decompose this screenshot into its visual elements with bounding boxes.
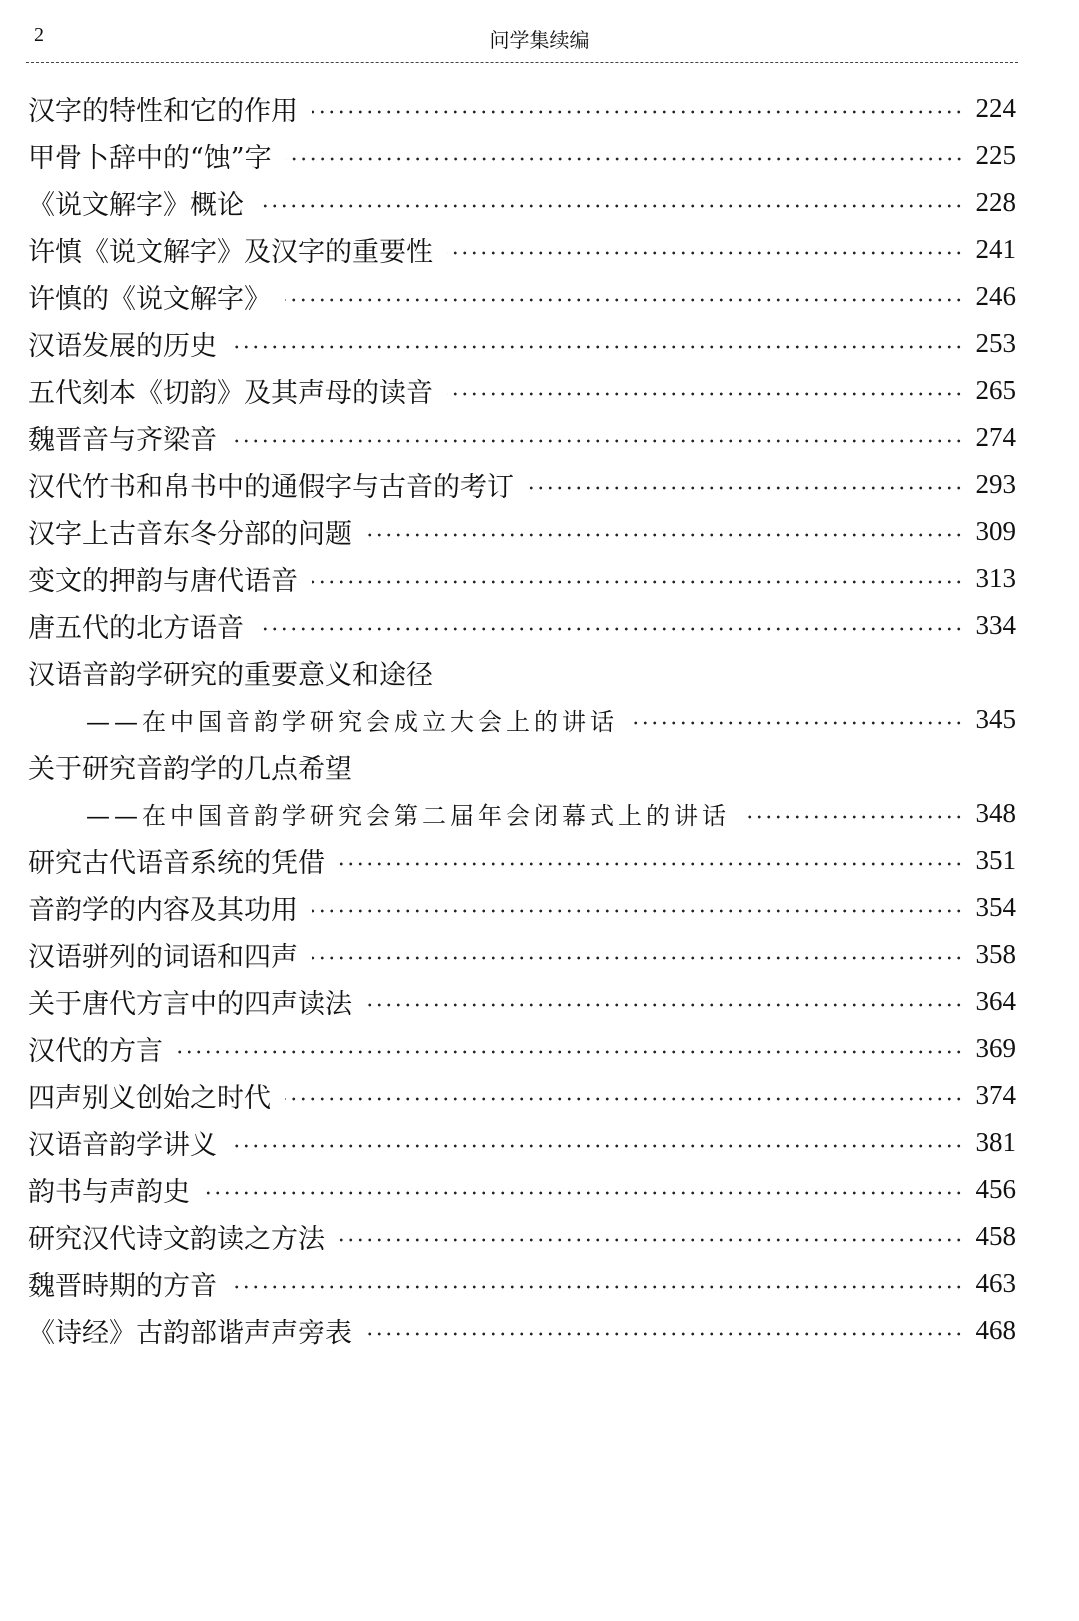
- toc-entry-title: 许慎的《说文解字》: [28, 284, 271, 315]
- running-header-title: 问学集续编: [489, 28, 590, 52]
- toc-entry-title: 汉字上古音东冬分部的问题: [28, 519, 352, 550]
- toc-entry-title: ——在中国音韵学研究会成立大会上的讲话: [86, 708, 618, 736]
- dot-leader: [339, 862, 964, 866]
- dot-leader: [366, 1003, 964, 1007]
- toc-entry-page: 309: [975, 516, 1016, 546]
- toc-entry-title: 甲骨卜辞中的“蚀”字: [28, 143, 272, 174]
- toc-entry[interactable]: [28, 461, 1016, 508]
- toc-entry-page: 293: [975, 469, 1016, 499]
- toc-entry[interactable]: [28, 508, 1016, 555]
- dot-leader: [231, 1285, 964, 1289]
- toc-entry-page: 253: [975, 328, 1016, 358]
- toc-entry-page: 313: [975, 563, 1016, 593]
- toc-entry[interactable]: [28, 743, 1016, 790]
- toc-entry-title: 音韵学的内容及其功用: [28, 895, 298, 926]
- dot-leader: [447, 251, 964, 255]
- toc-entry[interactable]: [28, 273, 1016, 320]
- dot-leader: [258, 627, 964, 631]
- dot-leader: [204, 1191, 964, 1195]
- dot-leader: [312, 110, 964, 114]
- toc-entry-title: 汉语骈列的词语和四声: [28, 942, 298, 973]
- toc-entry[interactable]: [28, 837, 1016, 884]
- toc-entry[interactable]: [28, 1307, 1016, 1354]
- toc-entry-page: 348: [975, 798, 1016, 828]
- toc-entry-title: 《说文解字》概论: [28, 190, 244, 221]
- toc-entry-title: 五代刻本《切韵》及其声母的读音: [28, 378, 433, 409]
- toc-entry[interactable]: [28, 1025, 1016, 1072]
- toc-entry-page: 334: [975, 610, 1016, 640]
- toc-entry-title: 魏晋音与齐梁音: [28, 425, 217, 456]
- toc-entry-title: 研究汉代诗文韵读之方法: [28, 1224, 325, 1255]
- toc-entry-title: 汉语音韵学讲义: [28, 1130, 217, 1161]
- toc-entry[interactable]: [28, 978, 1016, 1025]
- toc-entry-page: 358: [975, 939, 1016, 969]
- dot-leader: [312, 909, 964, 913]
- toc-entry[interactable]: [28, 179, 1016, 226]
- dot-leader: [744, 815, 964, 819]
- dot-leader: [286, 157, 964, 161]
- toc-entry[interactable]: [28, 320, 1016, 367]
- toc-entry[interactable]: [28, 1072, 1016, 1119]
- toc-entry-title: 韵书与声韵史: [28, 1177, 190, 1208]
- toc-entry-page: 351: [975, 845, 1016, 875]
- toc-entry[interactable]: [28, 414, 1016, 461]
- header-divider: [26, 62, 1018, 63]
- toc-entry[interactable]: [28, 132, 1016, 179]
- toc-entry[interactable]: [28, 85, 1016, 132]
- toc-entry-page: 468: [975, 1315, 1016, 1345]
- toc-entry-page: 369: [975, 1033, 1016, 1063]
- dot-leader: [366, 1332, 964, 1336]
- toc-entry-page: 228: [975, 187, 1016, 217]
- dot-leader: [258, 204, 964, 208]
- dot-leader: [285, 298, 964, 302]
- dot-leader: [312, 956, 964, 960]
- toc-entry-page: 354: [975, 892, 1016, 922]
- toc-entry[interactable]: [28, 931, 1016, 978]
- dot-leader: [231, 1144, 964, 1148]
- dot-leader: [632, 721, 964, 725]
- toc-entry-title: 汉字的特性和它的作用: [28, 96, 298, 127]
- dot-leader: [231, 439, 964, 443]
- toc-entry-page: 456: [975, 1174, 1016, 1204]
- toc-entry[interactable]: [28, 555, 1016, 602]
- toc-entry-title: 魏晋時期的方音: [28, 1271, 217, 1302]
- table-of-contents: [28, 85, 1016, 1354]
- toc-entry-title: ——在中国音韵学研究会第二届年会闭幕式上的讲话: [86, 802, 730, 830]
- toc-entry-page: 463: [975, 1268, 1016, 1298]
- toc-subtitle-entry[interactable]: [28, 790, 1016, 837]
- dot-leader: [528, 486, 964, 490]
- dot-leader: [366, 533, 964, 537]
- toc-entry[interactable]: [28, 649, 1016, 696]
- toc-entry-title: 变文的押韵与唐代语音: [28, 566, 298, 597]
- toc-entry-title: 《诗经》古韵部谐声声旁表: [28, 1318, 352, 1349]
- toc-entry-title: 汉语音韵学研究的重要意义和途径: [28, 660, 433, 691]
- toc-entry-page: 381: [975, 1127, 1016, 1157]
- toc-entry[interactable]: [28, 602, 1016, 649]
- toc-entry-page: 458: [975, 1221, 1016, 1251]
- toc-entry-page: 274: [975, 422, 1016, 452]
- toc-entry[interactable]: [28, 1166, 1016, 1213]
- toc-entry-page: 265: [975, 375, 1016, 405]
- toc-entry[interactable]: [28, 1260, 1016, 1307]
- toc-entry-title: 许慎《说文解字》及汉字的重要性: [28, 237, 433, 268]
- toc-subtitle-entry[interactable]: [28, 696, 1016, 743]
- toc-entry-page: 225: [975, 140, 1016, 170]
- toc-entry-page: 364: [975, 986, 1016, 1016]
- toc-entry-title: 四声别义创始之时代: [28, 1083, 271, 1114]
- toc-entry-title: 汉语发展的历史: [28, 331, 217, 362]
- dot-leader: [312, 580, 964, 584]
- dot-leader: [339, 1238, 964, 1242]
- toc-entry[interactable]: [28, 226, 1016, 273]
- toc-entry[interactable]: [28, 884, 1016, 931]
- toc-entry-title: 汉代竹书和帛书中的通假字与古音的考订: [28, 472, 514, 503]
- page-number: 2: [34, 24, 44, 46]
- toc-entry-page: 241: [975, 234, 1016, 264]
- dot-leader: [285, 1097, 964, 1101]
- toc-entry-page: 374: [975, 1080, 1016, 1110]
- dot-leader: [177, 1050, 964, 1054]
- toc-entry-page: 345: [975, 704, 1016, 734]
- toc-entry-page: 246: [975, 281, 1016, 311]
- dot-leader: [447, 392, 964, 396]
- toc-entry-title: 汉代的方言: [28, 1036, 163, 1067]
- toc-entry-title: 唐五代的北方语音: [28, 613, 244, 644]
- toc-entry-title: 关于唐代方言中的四声读法: [28, 989, 352, 1020]
- toc-entry[interactable]: [28, 1119, 1016, 1166]
- toc-entry-title: 研究古代语音系统的凭借: [28, 848, 325, 879]
- toc-entry[interactable]: [28, 1213, 1016, 1260]
- toc-entry[interactable]: [28, 367, 1016, 414]
- toc-entry-page: 224: [975, 93, 1016, 123]
- toc-entry-title: 关于研究音韵学的几点希望: [28, 754, 352, 785]
- dot-leader: [231, 345, 964, 349]
